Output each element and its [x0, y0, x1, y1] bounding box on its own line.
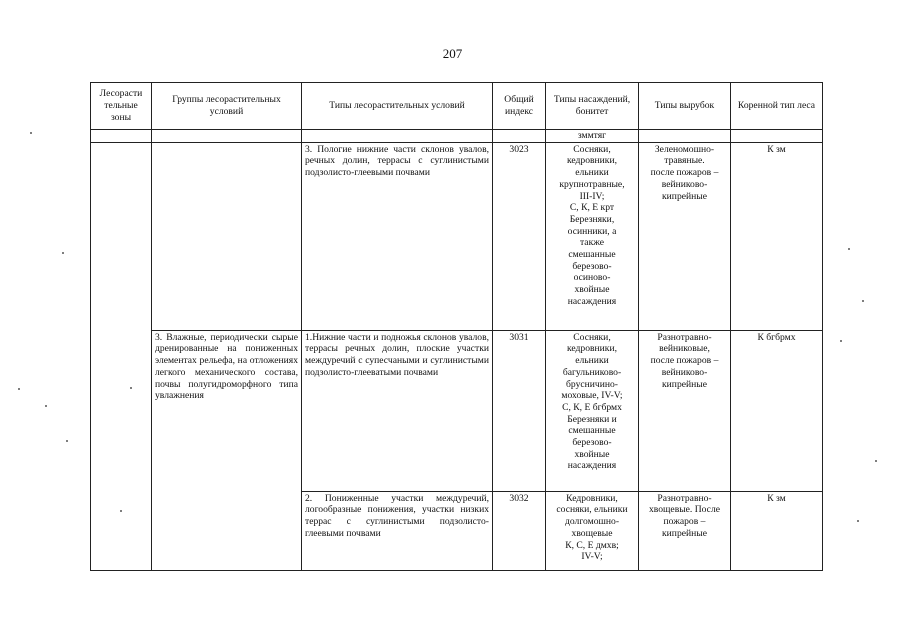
group-cell: 3. Влажные, периодически сырые дренированные на пониженных элементах рельефа, на отложениях легкого механического состава, почвы полугидроморфного типа увлажнения — [152, 330, 302, 570]
header-type: Типы лесорастительных условий — [302, 83, 493, 130]
header-index: Общий индекс — [493, 83, 546, 130]
header-zone: Лесорасти тельные зоны — [91, 83, 152, 130]
table-row — [91, 330, 823, 491]
scan-speck — [862, 300, 864, 302]
root-cell: К зм — [731, 142, 823, 330]
scan-speck — [857, 520, 859, 522]
root-cell: К зм — [731, 491, 823, 570]
table-cell — [493, 130, 546, 143]
scan-speck — [18, 388, 20, 390]
header-root: Коренной тип леса — [731, 83, 823, 130]
scan-speck — [848, 248, 850, 250]
scan-speck — [66, 440, 68, 442]
type-cell: 3. Пологие нижние части склонов увалов, речных долин, террасы с суглинистыми подзолисто-глеевыми почвами — [302, 142, 493, 330]
header-stand: Типы насаждений, бонитет — [546, 83, 639, 130]
cut-cell: Зеленомошно- травяные. после пожаров – вейниково- кипрейные — [639, 142, 731, 330]
cut-cell: Разнотравно- вейниковые, после пожаров – вейниково- кипрейные — [639, 330, 731, 491]
type-cell: 2. Пониженные участки междуречий, логообразные понижения, участки низких террас с суглинистыми подзолисто-глеевыми почвами — [302, 491, 493, 570]
scan-speck — [840, 340, 842, 342]
group-cell — [152, 142, 302, 330]
table-cell — [152, 130, 302, 143]
scan-speck — [875, 460, 877, 462]
type-cell: 1.Нижние части и подножья склонов увалов, террасы речных долин, плоские участки междуречий с супесчаными и суглинистыми подзолисто-глееватыми почвами — [302, 330, 493, 491]
index-cell: 3032 — [493, 491, 546, 570]
table-cell — [91, 130, 152, 143]
table-continuation-row — [91, 130, 823, 143]
table-header-row — [91, 83, 823, 130]
index-cell: 3031 — [493, 330, 546, 491]
stand-cell: Сосняки, кедровники, ельники крупнотравные, III-IV; С, К, Е крт Березняки, осинники, а также смешанные березово- осиново- хвойные насаждения — [546, 142, 639, 330]
scan-speck — [45, 405, 47, 407]
page-number: 207 — [442, 46, 463, 61]
cut-cell: Разнотравно- хвощевые. После пожаров – кипрейные — [639, 491, 731, 570]
table-cell — [302, 130, 493, 143]
table-cell — [639, 130, 731, 143]
table-row — [91, 142, 823, 330]
header-cut: Типы вырубок — [639, 83, 731, 130]
index-cell: 3023 — [493, 142, 546, 330]
scan-speck — [62, 252, 64, 254]
scan-speck — [30, 132, 32, 134]
table-cell — [731, 130, 823, 143]
zone-cell — [91, 142, 152, 570]
scan-speck — [130, 387, 132, 389]
stand-continuation-cell: зммтяг — [546, 130, 639, 143]
scan-speck — [120, 510, 122, 512]
root-cell: К бгбрмх — [731, 330, 823, 491]
stand-cell: Сосняки, кедровники, ельники багульниково- брусничино- моховые, IV-V; С, К, Е бгбрмх Березняки и смешанные березово- хвойные насаждения — [546, 330, 639, 491]
forest-conditions-table — [90, 82, 823, 571]
header-group: Группы лесорастительных условий — [152, 83, 302, 130]
stand-cell: Кедровники, сосняки, ельники долгомошно- хвощевые К, С, Е дмхв; IV-V; — [546, 491, 639, 570]
